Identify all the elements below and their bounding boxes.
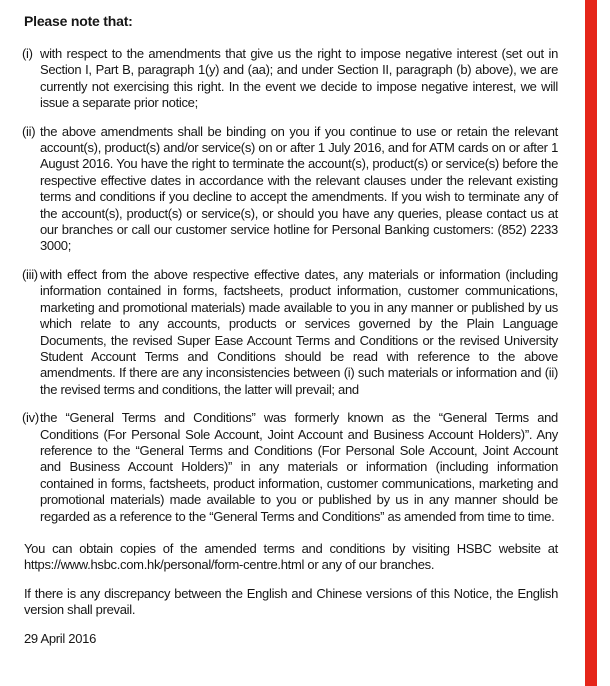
item-label-iii: (iii) [22,266,38,282]
item-label-ii: (ii) [22,123,36,139]
notice-item-ii [22,123,558,255]
item-text-ii: the above amendments shall be binding on you if you continue to use or retain the relevant account(s), product(s) and/or service(s) on or after 1 July 2016, and for ATM cards on or after 1 August 2016. You have the right to terminate the account(s), product(s) or service(s) before the respective effective dates in accordance with the relevant clauses under the relevant existing terms and conditions if you decline to accept the amendments. If you wish to terminate any of the account(s), product(s) or service(s), or should you have any queries, please contact us at our branches or call our customer service hotline for Personal Banking customers: (852) 2233 3000; [40,123,558,254]
item-text-i: with respect to the amendments that give us the right to impose negative interest (set out in Section I, Part B, paragraph 1(y) and (aa); and under Section II, paragraph (b) above), we are currently not exercising this right. In the event we decide to impose negative interest, we will issue a separate prior notice; [40,46,558,111]
notice-page [24,13,558,647]
notice-item-i [22,46,558,112]
notice-heading: Please note that: [24,13,133,29]
item-text-iii: with effect from the above respective effective dates, any materials or information (including information contained in forms, factsheets, product information, customer communications, marketing and promotional materials) made available to you in any manner or published by us which relate to any accounts, products or services governed by the Plain Language Documents, the revised Super Ease Account Terms and Conditions or the revised University Student Account Terms and Conditions should be read with reference to the above amendments. If there are any inconsistencies between (i) such materials or information and (ii) the revised terms and conditions, the latter will prevail; and [40,266,558,397]
red-accent-bar [585,0,597,686]
notice-list [24,46,558,525]
notice-item-iii [22,266,558,398]
closing-paragraph-obtain-copies: You can obtain copies of the amended terms and conditions by visiting HSBC website at https://www.hsbc.com.hk/personal/form-centre.html or any of our branches. [24,540,558,573]
notice-item-iv [22,410,558,525]
closing-paragraph-discrepancy: If there is any discrepancy between the English and Chinese versions of this Notice, the English version shall prevail. [24,585,558,618]
item-text-iv: the “General Terms and Conditions” was formerly known as the “General Terms and Conditions (For Personal Sole Account, Joint Account and Business Account Holders)”. Any reference to the “General Terms and Conditions (For Personal Sole Account, Joint Account and Business Account Holders)” in any materials or information (including information contained in forms, factsheets, product information, customer communications, marketing and promotional materials) made available to you or published by us in any manner should be regarded as a reference to the “General Terms and Conditions” as amended from time to time. [40,410,558,524]
item-label-i: (i) [22,46,33,61]
notice-date: 29 April 2016 [24,630,96,646]
item-label-iv: (iv) [22,410,39,426]
